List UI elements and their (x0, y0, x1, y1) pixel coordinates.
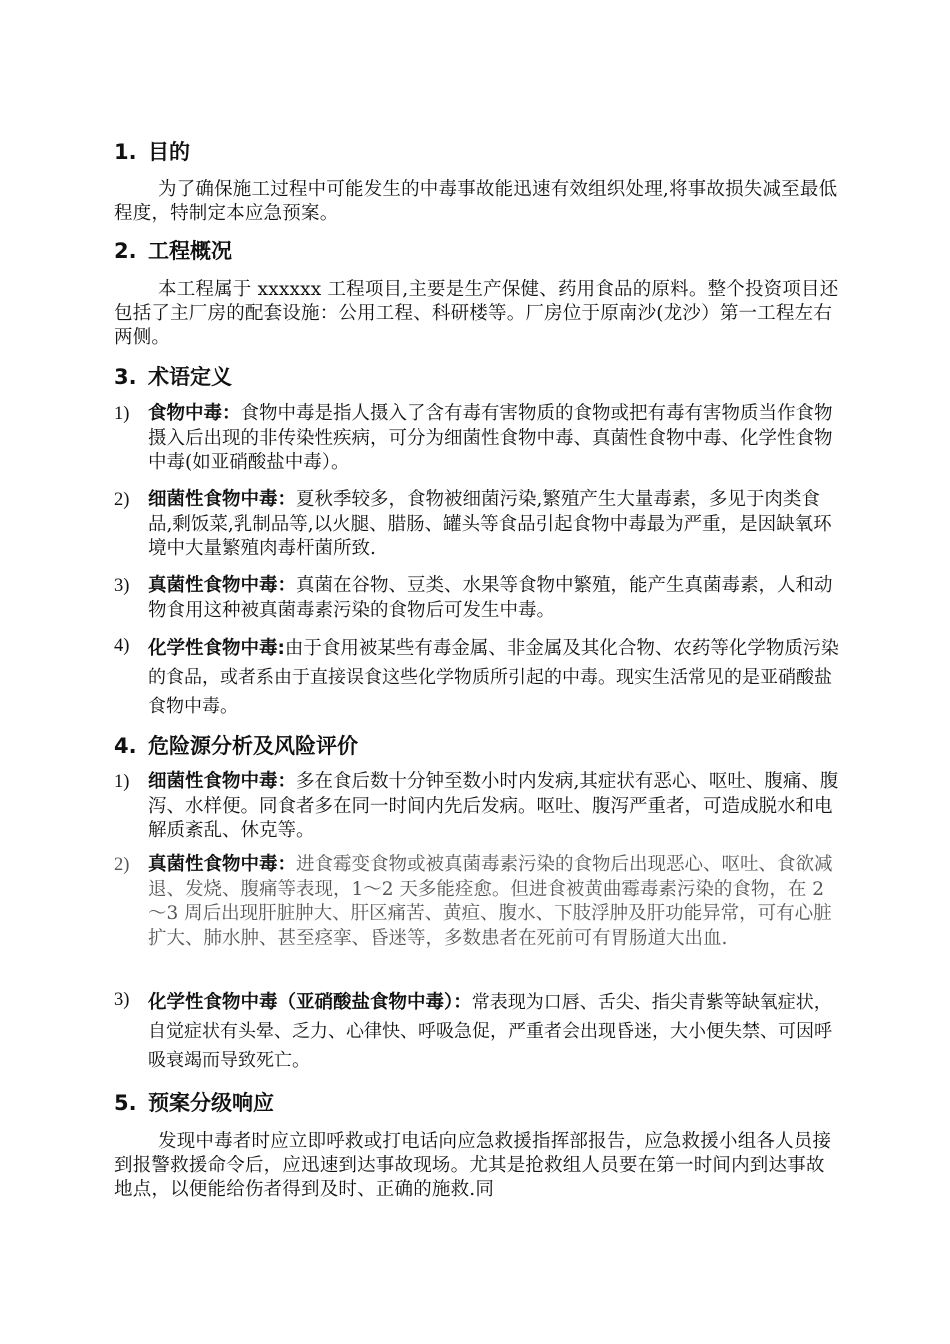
term-label: 真菌性食物中毒： (148, 854, 297, 875)
paragraph-text: 本工程属于 xxxxxx 工程项目,主要是生产保健、药用食品的原料。整个投资项目还包括了主厂房的配套设施：公用工程、科研楼等。厂房位于原南沙(龙沙）第一工程左右两侧。 (114, 279, 839, 348)
section-title: 目的 (148, 140, 190, 164)
section-number: 2. (114, 239, 137, 263)
section-paragraph (114, 278, 840, 350)
list-marker: 1) (114, 404, 130, 424)
section-title: 术语定义 (148, 365, 232, 389)
section-heading (114, 733, 358, 759)
section-heading (114, 1090, 274, 1116)
section-heading (114, 139, 190, 165)
section-paragraph (114, 1130, 840, 1202)
term-definition: 由于食用被某些有毒金属、非金属及其化合物、农药等化学物质 (284, 638, 803, 659)
term-definition: 食物中毒是指人摄入了含有毒有害物质的食物或把有毒有害物质当作食物摄入后出现的非传染性疾病，可分为细菌性食物中毒、真菌性食物中毒、化学性食物中毒(如亚硝酸盐中毒）。 (148, 403, 833, 473)
term-label: 化学性食物中毒（亚硝酸盐食物中毒）： (148, 992, 472, 1013)
list-marker: 1) (114, 772, 130, 792)
list-marker: 2) (114, 490, 130, 510)
term-label: 食物中毒： (148, 403, 241, 424)
section-number: 3. (114, 365, 137, 389)
term-definition: 进食霉变食物或被真菌毒素污染的食物后出现恶心、呕吐、食欲减退、发烧、腹痛等表现，1～2 天多能痊愈。但进食被黄曲霉毒素污染的食物，在 2～3 周后出现肝脏肿大、肝区痛苦、黄疸、腹水、下肢浮肿及肝功能异常，可有心脏扩大、肺水肿、甚至痉挛、昏迷等，多数患者在死前可有胃肠道大出血. (148, 854, 833, 949)
section-number: 1. (114, 140, 137, 164)
term-definition: 常表现为口唇、舌尖、指尖青紫等缺氧症状，自觉症状有头晕、乏力、心律快、呼吸急促，严重者会出现昏迷，大小便失禁、可因呼吸衰竭而导致死亡。 (148, 992, 832, 1071)
section-heading (114, 364, 232, 390)
section-heading (114, 238, 232, 264)
section-title: 工程概况 (148, 239, 232, 263)
section-number: 5. (114, 1091, 137, 1115)
term-label: 细菌性食物中毒： (148, 771, 297, 792)
term-definition: 夏秋季较多，食物被细菌污染,繁殖产生大量毒素，多见于肉类食品,剩饭菜,乳制品等,以火腿、腊肠、罐头等食品引起食物中毒最为严重，是因缺氧环境中大量繁殖肉毒杆菌所致. (148, 489, 832, 559)
paragraph-text: 为了确保施工过程中可能发生的中毒事故能迅速有效组织处理,将事故损失减至最低程度，特制定本应急预案。 (114, 179, 838, 224)
term-label: 细菌性食物中毒： (148, 489, 297, 510)
term-label: 真菌性食物中毒： (148, 575, 297, 596)
term-label: 化学性食物中毒: (148, 638, 285, 659)
term-definition: 真菌在谷物、豆类、水果等食物中繁殖，能产生真菌毒素，人和动物食用这种被真菌毒素污染的食物后可发生中毒。 (148, 575, 833, 621)
term-definition-continued: 污染的食品，或者系由于直接误食这些化学物质所引起的中毒。现实生活常见的是亚硝酸盐食物中毒。 (148, 638, 839, 717)
list-marker: 3) (114, 576, 130, 596)
section-title: 危险源分析及风险评价 (148, 734, 358, 758)
section-paragraph (114, 178, 840, 226)
list-marker: 4) (114, 636, 130, 656)
list-marker: 2) (114, 855, 130, 875)
list-marker: 3) (114, 990, 130, 1010)
paragraph-text: 发现中毒者时应立即呼救或打电话向应急救援指挥部报告，应急救援小组各人员接到报警救援命令后，应迅速到达事故现场。尤其是抢救组人员要在第一时间内到达事故地点，以便能给伤者得到及时、正确的施救.同 (114, 1131, 832, 1200)
section-number: 4. (114, 734, 137, 758)
term-definition: 多在食后数十分钟至数小时内发病,其症状有恶心、呕吐、腹痛、腹泻、水样便。同食者多在同一时间内先后发病。呕吐、腹泻严重者，可造成脱水和电解质紊乱、休克等。 (148, 771, 839, 841)
section-title: 预案分级响应 (148, 1091, 274, 1115)
